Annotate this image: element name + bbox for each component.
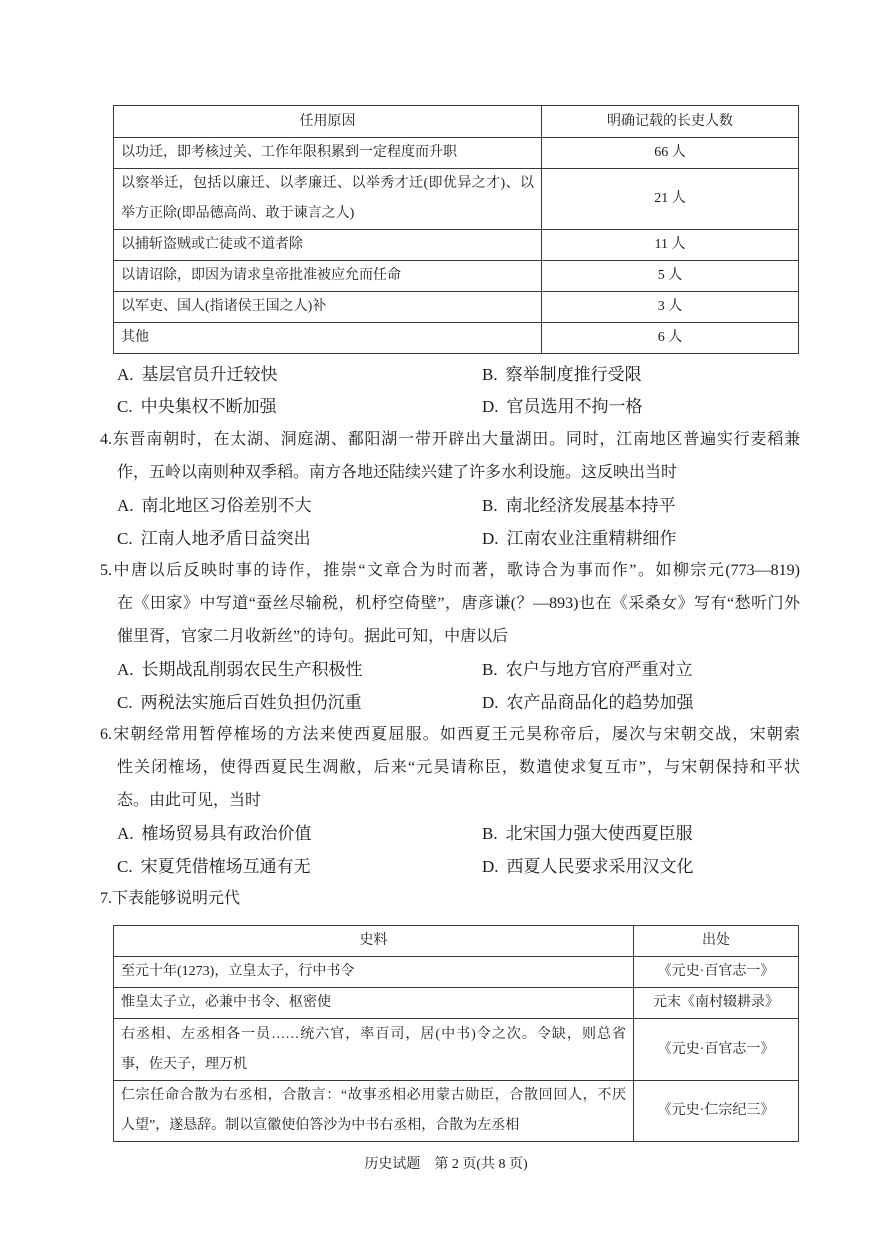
q7-table-cell-material: [114, 1019, 634, 1081]
cell-line: 以请诏除，即因为请求皇帝批准被应允而任命: [121, 268, 401, 283]
q6-stem-line: 性关闭榷场，使得西夏民生凋敝，后来“元昊请称臣，数遣使求复互市”，与宋朝保持和平状: [117, 759, 800, 777]
option-label: A.: [117, 495, 134, 515]
q5-option-a: [117, 654, 363, 687]
q3-option-b: [482, 359, 642, 392]
q4-options-row: [100, 490, 800, 523]
option-text: 江南农业注重精耕细作: [506, 528, 677, 548]
q3-table-row: [114, 292, 799, 323]
q5-options-row: [100, 687, 800, 720]
q6-option-c: [117, 851, 311, 884]
cell-line: 以功迁，即考核过关、工作年限积累到一定程度而升职: [121, 145, 457, 160]
option-text: 宋夏凭借榷场互通有无: [140, 856, 311, 876]
q6-options-row: [100, 851, 800, 884]
q3-options-row: [100, 391, 800, 424]
q3-table-header-row: [114, 106, 799, 138]
q3-option-a: [117, 359, 278, 392]
option-label: C.: [117, 856, 133, 876]
q5-options-row: [100, 654, 800, 687]
q3-option-d: [482, 391, 643, 424]
option-label: B.: [482, 823, 498, 843]
q5-stem-line: [100, 555, 800, 588]
option-label: A.: [117, 823, 134, 843]
q3-table-cell-reason: [114, 138, 542, 169]
option-label: C.: [117, 397, 133, 417]
q7-table-cell-source: 《元史·百官志一》: [634, 1019, 799, 1081]
q4-options-row: [100, 523, 800, 556]
option-text: 察举制度推行受限: [505, 364, 642, 384]
q5-stem-line: 在《田家》中写道“蚕丝尽输税，机杼空倚壁”，唐彦谦(？—893)也在《采桑女》写有“愁听门外: [117, 595, 800, 613]
q7-stem-line: [100, 883, 800, 916]
q3-table-cell-reason: [114, 292, 542, 323]
q7-table-cell-material: [114, 988, 634, 1019]
option-label: B.: [482, 659, 498, 679]
option-label: A.: [117, 364, 134, 384]
q5-stem-line: 催里胥，官家二月收新丝”的诗句。据此可知，中唐以后: [117, 627, 509, 645]
cell-line: 人望”，遂恳辞。制以宣徽使伯答沙为中书右丞相，合散为左丞相: [121, 1118, 520, 1133]
option-label: D.: [482, 692, 499, 712]
cell-line: 惟皇太子立，必兼中书令、枢密使: [121, 995, 331, 1010]
q7-table-row: [114, 1081, 799, 1142]
option-label: A.: [117, 659, 134, 679]
q7-table-header-row: [114, 926, 799, 957]
q4-stem-line: [100, 424, 800, 457]
q3-table-cell-count: 66 人: [542, 138, 799, 169]
cell-line: 以捕斩盗贼或亡徒或不道者除: [121, 237, 303, 252]
option-label: B.: [482, 364, 498, 384]
q7-table-cell-source: 《元史·仁宗纪三》: [634, 1081, 799, 1142]
option-text: 长期战乱削弱农民生产积极性: [141, 659, 363, 679]
q3-table-cell-count: 3 人: [542, 292, 799, 323]
option-text: 农户与地方官府严重对立: [505, 659, 693, 679]
option-label: D.: [482, 397, 499, 417]
q7-table-cell-material: [114, 957, 634, 988]
q7-table: [113, 925, 799, 1142]
q4-option-c: [117, 523, 311, 556]
cell-line: 仁宗任命合散为右丞相，合散言：“故事丞相必用蒙古勋臣，合散回回人，不厌: [121, 1088, 626, 1103]
q5-option-c: [117, 687, 362, 720]
q3-table-cell-count: 11 人: [542, 230, 799, 261]
q6-option-b: [482, 818, 693, 851]
stem-text: 东晋南朝时，在太湖、洞庭湖、鄱阳湖一带开辟出大量湖田。同时，江南地区普遍实行麦稻兼: [112, 431, 800, 449]
page-footer: 历史试题 第 2 页(共 8 页): [364, 1157, 528, 1172]
option-label: D.: [482, 528, 499, 548]
option-text: 西夏人民要求采用汉文化: [506, 856, 694, 876]
option-text: 南北经济发展基本持平: [505, 495, 676, 515]
stem-text: 下表能够说明元代: [112, 890, 241, 908]
q6-options-row: [100, 818, 800, 851]
question-number: 6.: [100, 726, 112, 744]
q3-table-row: [114, 138, 799, 169]
q7-table-header-source: 出处: [634, 926, 799, 957]
q7-table-header-material: 史料: [114, 926, 634, 957]
q7-table-cell-source: 元末《南村辍耕录》: [634, 988, 799, 1019]
option-text: 北宋国力强大使西夏臣服: [505, 823, 693, 843]
option-text: 南北地区习俗差别不大: [141, 495, 312, 515]
q3-table-row: [114, 323, 799, 354]
cell-line: 举方正除(即品德高尚、敢于谏言之人): [121, 206, 355, 221]
question-number: 5.: [100, 562, 112, 580]
q3-table-cell-count: 21 人: [542, 169, 799, 230]
q3-table-cell-count: 6 人: [542, 323, 799, 354]
q7-table-row: [114, 988, 799, 1019]
q4-option-d: [482, 523, 677, 556]
stem-text: 宋朝经常用暂停榷场的方法来使西夏屈服。如西夏王元昊称帝后，屡次与宋朝交战，宋朝索: [112, 726, 800, 744]
q3-table-cell-reason: [114, 261, 542, 292]
option-text: 江南人地矛盾日益突出: [140, 528, 311, 548]
q3-table-header-reason: 任用原因: [114, 106, 542, 138]
q6-option-a: [117, 818, 312, 851]
q6-stem-line: [100, 719, 800, 752]
q4-option-b: [482, 490, 676, 523]
q3-table-row: [114, 261, 799, 292]
option-label: C.: [117, 692, 133, 712]
question-content: [100, 359, 800, 917]
option-text: 两税法实施后百姓负担仍沉重: [140, 692, 362, 712]
option-text: 榷场贸易具有政治价值: [141, 823, 312, 843]
q3-table: [113, 105, 799, 354]
stem-text: 中唐以后反映时事的诗作，推崇“文章合为时而著，歌诗合为事而作”。如柳宗元(773—819): [112, 562, 800, 580]
q7-table-row: [114, 1019, 799, 1081]
cell-line: 以军吏、国人(指诸侯王国之人)补: [121, 299, 327, 314]
q3-table-cell-count: 5 人: [542, 261, 799, 292]
option-text: 基层官员升迁较快: [141, 364, 278, 384]
cell-line: 事，佐天子，理万机: [121, 1056, 247, 1072]
q4-stem-line: 作，五岭以南则种双季稻。南方各地还陆续兴建了许多水利设施。这反映出当时: [117, 463, 678, 481]
q3-table-cell-reason: [114, 169, 542, 230]
q5-option-b: [482, 654, 693, 687]
q7-table-cell-source: 《元史·百官志一》: [634, 957, 799, 988]
question-number: 4.: [100, 431, 112, 449]
cell-line: 以察举迁，包括以廉迁、以孝廉迁、以举秀才迁(即优异之才)、以: [121, 176, 534, 191]
cell-line: 至元十年(1273)，立皇太子，行中书令: [121, 964, 355, 979]
q6-stem-line: 态。由此可见，当时: [117, 791, 262, 809]
option-label: D.: [482, 856, 499, 876]
q6-option-d: [482, 851, 694, 884]
cell-line: 右丞相、左丞相各一员……统六官，率百司，居(中书)令之次。令缺，则总省: [121, 1026, 626, 1042]
q3-table-cell-reason: [114, 230, 542, 261]
q3-option-c: [117, 391, 277, 424]
option-label: C.: [117, 528, 133, 548]
q5-option-d: [482, 687, 694, 720]
option-label: B.: [482, 495, 498, 515]
option-text: 中央集权不断加强: [140, 397, 277, 417]
q4-option-a: [117, 490, 312, 523]
option-text: 农产品商品化的趋势加强: [506, 692, 694, 712]
q3-options-row: [100, 359, 800, 392]
q3-table-cell-reason: [114, 323, 542, 354]
question-number: 7.: [100, 890, 112, 908]
q7-table-row: [114, 957, 799, 988]
q3-table-row: [114, 169, 799, 230]
q3-table-row: [114, 230, 799, 261]
q3-table-header-count: 明确记载的长吏人数: [542, 106, 799, 138]
cell-line: 其他: [121, 330, 149, 345]
option-text: 官员选用不拘一格: [506, 397, 643, 417]
q7-table-cell-material: [114, 1081, 634, 1142]
